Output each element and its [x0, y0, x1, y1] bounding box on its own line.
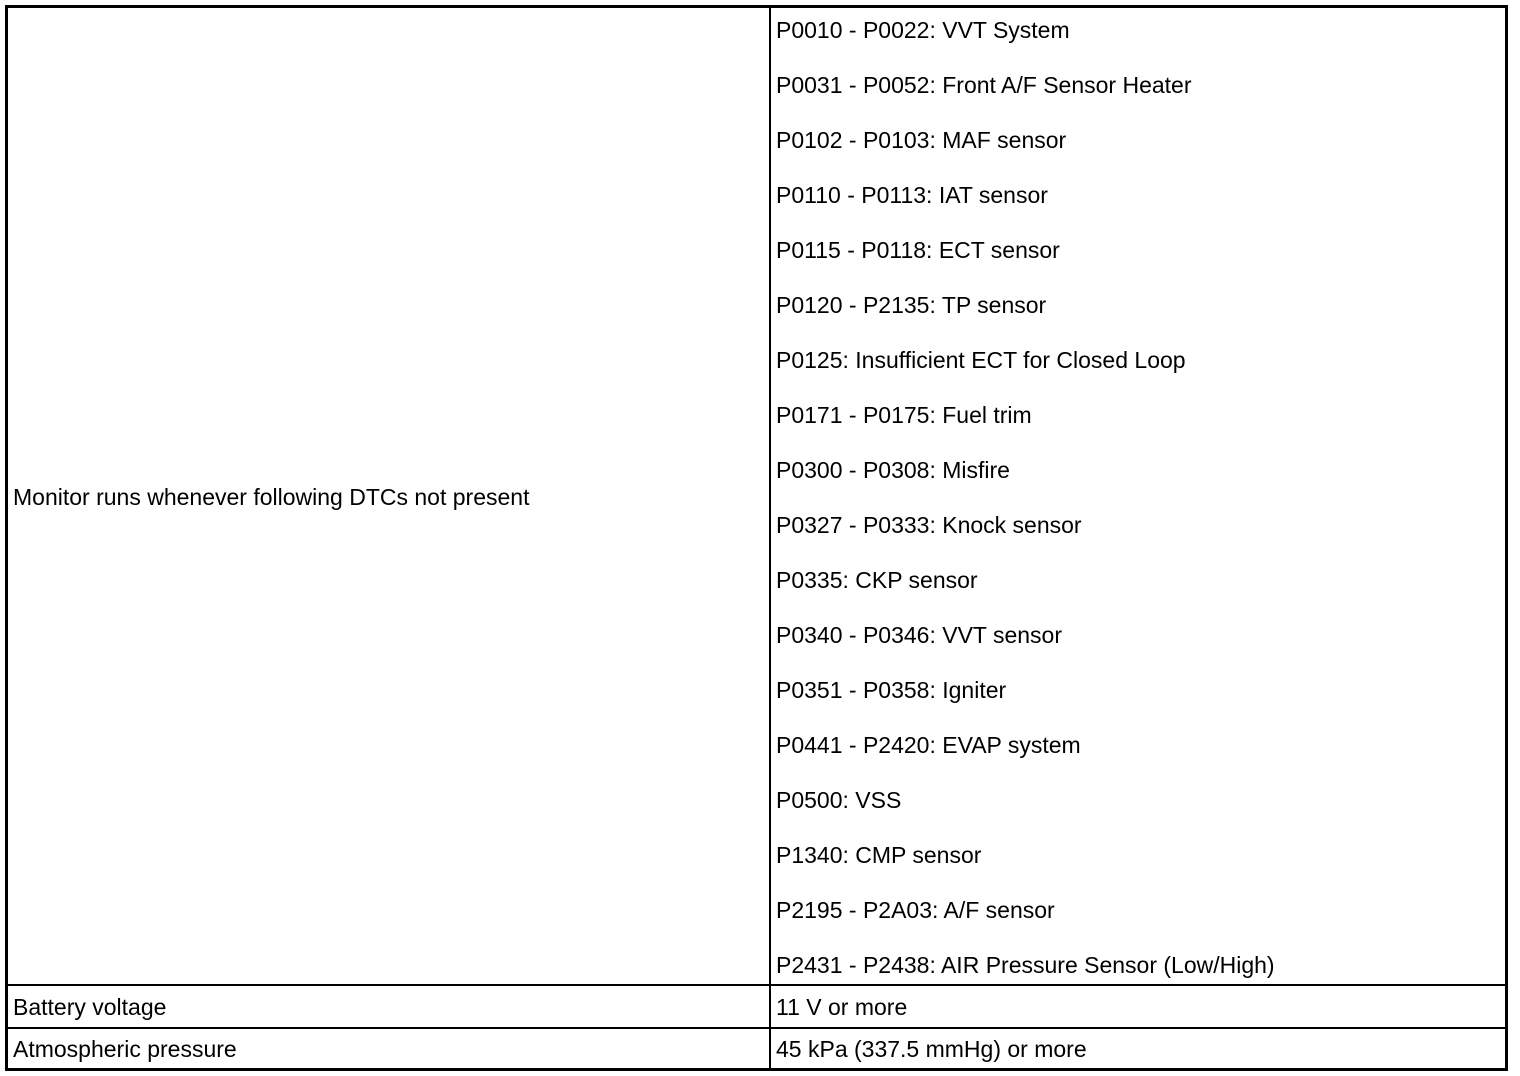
dtc-item: P0115 - P0118: ECT sensor — [776, 237, 1060, 263]
dtc-item: P0351 - P0358: Igniter — [776, 677, 1007, 703]
dtc-item: P0441 - P2420: EVAP system — [776, 732, 1081, 758]
dtc-list — [776, 17, 1275, 1007]
dtc-item: P0335: CKP sensor — [776, 567, 978, 593]
atmospheric-pressure-row — [8, 1027, 1505, 1068]
dtc-item: P0300 - P0308: Misfire — [776, 457, 1010, 483]
dtc-item: P0120 - P2135: TP sensor — [776, 292, 1047, 318]
dtc-row — [8, 8, 1505, 984]
conditions-table — [5, 5, 1508, 1071]
dtc-item: P0010 - P0022: VVT System — [776, 17, 1070, 43]
dtc-item: P0110 - P0113: IAT sensor — [776, 182, 1048, 208]
dtc-item: P2431 - P2438: AIR Pressure Sensor (Low/High) — [776, 952, 1275, 978]
dtc-item: P0125: Insufficient ECT for Closed Loop — [776, 347, 1186, 373]
dtc-item: P0327 - P0333: Knock sensor — [776, 512, 1082, 538]
battery-voltage-row — [8, 984, 1505, 1027]
dtc-item: P0340 - P0346: VVT sensor — [776, 622, 1062, 648]
dtc-item: P2195 - P2A03: A/F sensor — [776, 897, 1055, 923]
battery-voltage-label: Battery voltage — [13, 994, 167, 1020]
dtc-item: P0171 - P0175: Fuel trim — [776, 402, 1032, 428]
dtc-row-label: Monitor runs whenever following DTCs not present — [13, 484, 530, 510]
dtc-item: P0031 - P0052: Front A/F Sensor Heater — [776, 72, 1192, 98]
dtc-item: P1340: CMP sensor — [776, 842, 982, 868]
dtc-item: P0102 - P0103: MAF sensor — [776, 127, 1067, 153]
battery-voltage-value: 11 V or more — [776, 994, 908, 1020]
atmospheric-pressure-label: Atmospheric pressure — [13, 1036, 237, 1062]
dtc-item: P0500: VSS — [776, 787, 902, 813]
atmospheric-pressure-value: 45 kPa (337.5 mmHg) or more — [776, 1036, 1087, 1062]
